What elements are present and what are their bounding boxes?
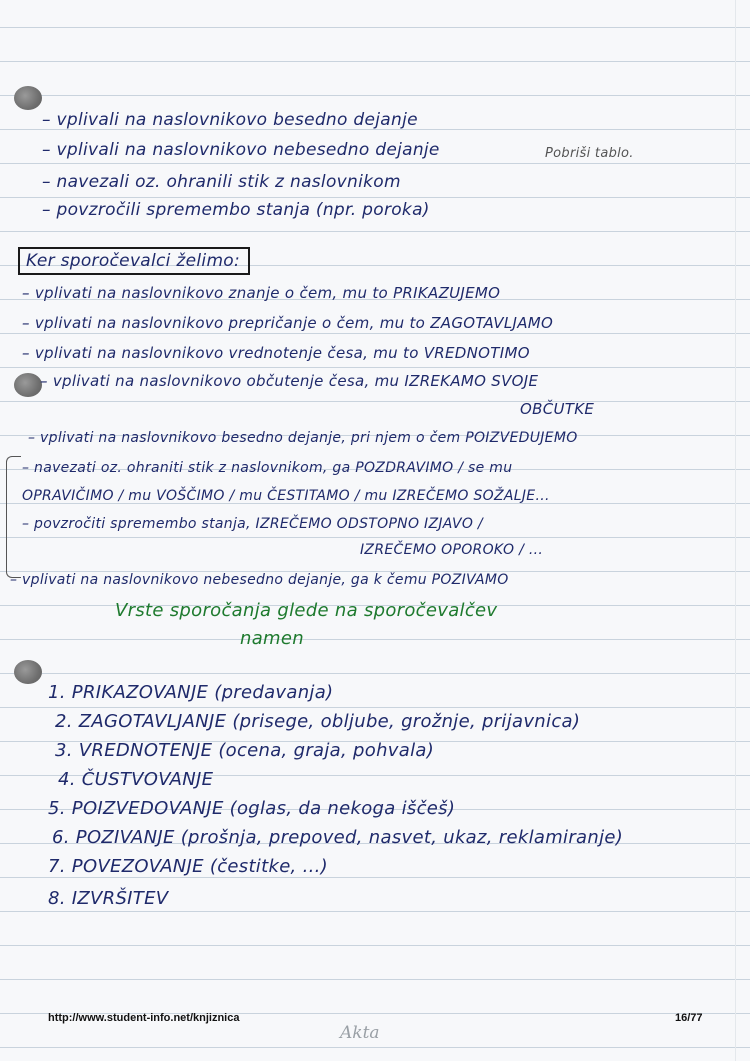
note-line: – povzročiti spremembo stanja, IZREČEMO ODSTOPNO IZJAVO / [22,516,483,532]
note-line: OBČUTKE [520,400,595,418]
list-item: 7. POVEZOVANJE (čestitke, ...) [48,856,328,877]
note-line: – vplivati na naslovnikovo besedno dejanje, pri njem o čem POIZVEDUJEMO [28,430,578,446]
note-aside: Pobriši tablo. [545,146,634,161]
list-item: 6. POZIVANJE (prošnja, prepoved, nasvet, ukaz, reklamiranje) [52,827,624,848]
list-item: 4. ČUSTVOVANJE [58,769,214,790]
note-line: – vplivati na naslovnikovo prepričanje o čem, mu to ZAGOTAVLJAMO [22,314,554,332]
punch-hole-3 [14,660,42,684]
list-item: 3. VREDNOTENJE (ocena, graja, pohvala) [55,740,435,761]
note-line: – vplivati na naslovnikovo znanje o čem, mu to PRIKAZUJEMO [22,284,501,302]
note-line: – vplivati na naslovnikovo vrednotenje česa, mu to VREDNOTIMO [22,344,530,362]
green-title-line-2: namen [240,628,304,649]
page-number: 16/77 [675,1012,703,1024]
green-title-line-1: Vrste sporočanja glede na sporočevalčev [115,600,498,621]
note-line: – vplivati na naslovnikovo nebesedno dejanje, ga k čemu POZIVAMO [10,572,509,588]
note-line: – povzročili spremembo stanja (npr. poroka) [42,200,430,220]
note-line: – vplivali na naslovnikovo nebesedno dejanje [42,140,440,160]
list-item: 8. IZVRŠITEV [48,888,169,909]
section-heading: Ker sporočevalci želimo: [18,247,250,275]
note-line: OPRAVIČIMO / mu VOŠČIMO / mu ČESTITAMO / mu IZREČEMO SOŽALJE... [22,488,550,504]
list-item: 1. PRIKAZOVANJE (predavanja) [48,682,334,703]
note-line: – vplivati na naslovnikovo občutenje česa, mu IZREKAMO SVOJE [40,372,539,390]
note-line: – vplivali na naslovnikovo besedno dejanje [42,110,418,130]
note-line: – navezali oz. ohranili stik z naslovnikom [42,172,401,192]
list-item: 5. POIZVEDOVANJE (oglas, da nekoga iščeš) [48,798,456,819]
margin-bracket [6,456,21,578]
page-edge-line [735,0,736,1061]
note-line: – navezati oz. ohraniti stik z naslovnikom, ga POZDRAVIMO / se mu [22,460,513,476]
list-item: 2. ZAGOTAVLJANJE (prisege, obljube, grožnje, prijavnica) [55,711,581,732]
punch-hole-1 [14,86,42,110]
note-line: IZREČEMO OPOROKO / ... [360,542,544,558]
akta-logo: Akta [340,1023,380,1043]
footer-url: http://www.student-info.net/knjiznica [48,1012,240,1024]
punch-hole-2 [14,373,42,397]
